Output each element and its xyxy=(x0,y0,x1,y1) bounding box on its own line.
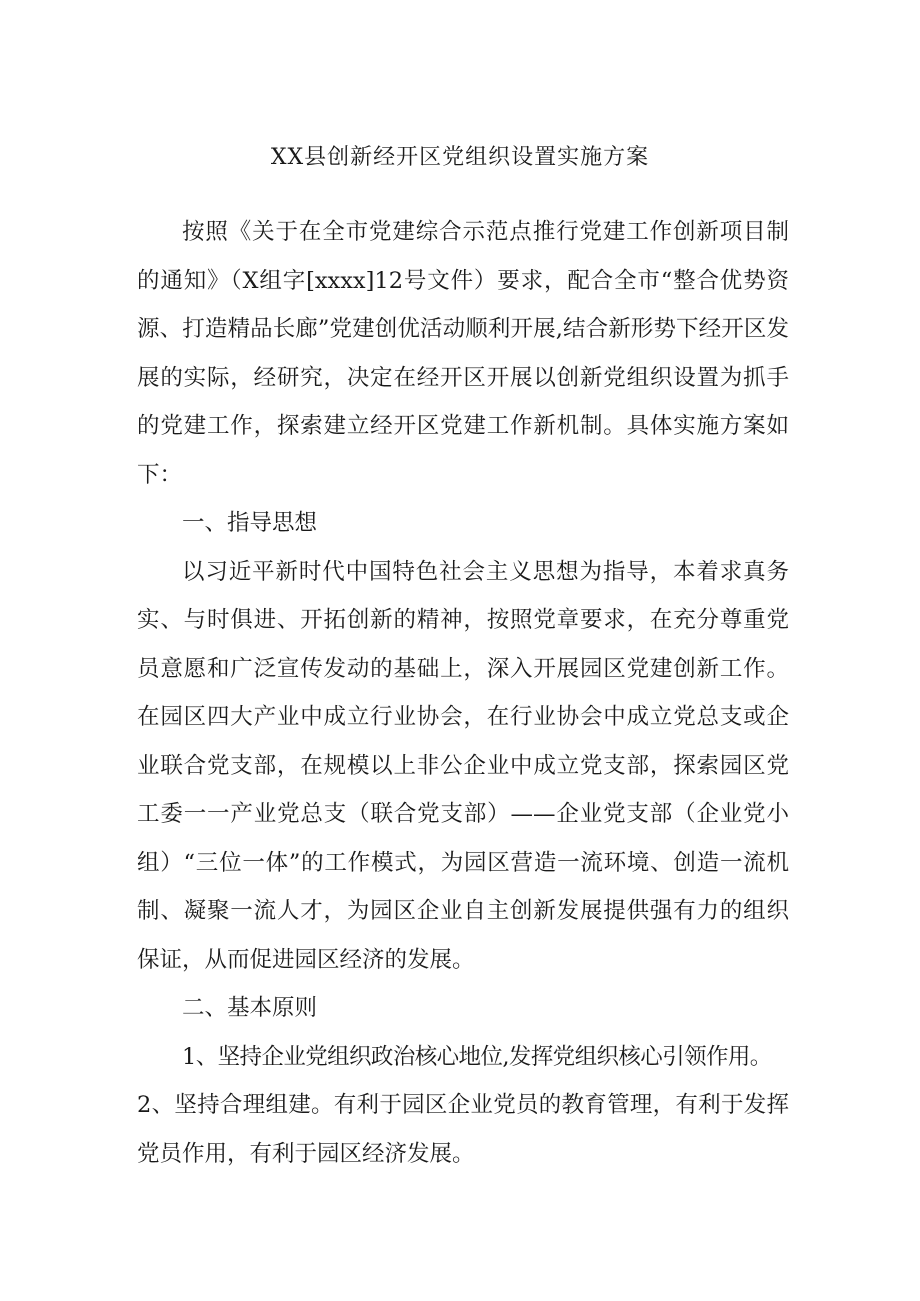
principle-item: 1、坚持企业党组织政治核心地位,发挥党组织核心引领作用。 xyxy=(182,1043,772,1070)
section-heading-guiding-ideology: 一、指导思想 xyxy=(182,510,318,536)
guiding-ideology-paragraph: 以习近平新时代中国特色社会主义思想为指导，本着求真务实、与时俱进、开拓创新的精神，按照党章要求，在充分尊重党员意愿和广泛宣传发动的基础上，深入开展园区党建创新工作。在园区四大产业中成立行业协会，在行业协会中成立党总支或企业联合党支部，在规模以上非公企业中成立党支部，探索园区党工委一一产业党总支（联合党支部）——企业党支部（企业党小组）“三位一体”的工作模式，为园区营造一流环境、创造一流机制、凝聚一流人才，为园区企业自主创新发展提供强有力的组织保证，从而促进园区经济的发展。 xyxy=(137,558,789,973)
section-heading-basic-principles: 二、基本原则 xyxy=(182,995,318,1021)
document-title: XX县创新经开区党组织设置实施方案 xyxy=(270,145,650,170)
intro-paragraph: 按照《关于在全市党建综合示范点推行党建工作创新项目制的通知》（X组字[xxxx]12号文件）要求，配合全市“整合优势资源、打造精品长廊”党建创优活动顺利开展,结合新形势下经开区发展的实际，经研究，决定在经开区开展以创新党组织设置为抓手的党建工作，探索建立经开区党建工作新机制。具体实施方案如下： xyxy=(137,219,789,488)
principle-item: 2、坚持合理组建。有利于园区企业党员的教育管理，有利于发挥党员作用，有利于园区经济发展。 xyxy=(137,1092,789,1167)
document-body xyxy=(137,208,789,1178)
